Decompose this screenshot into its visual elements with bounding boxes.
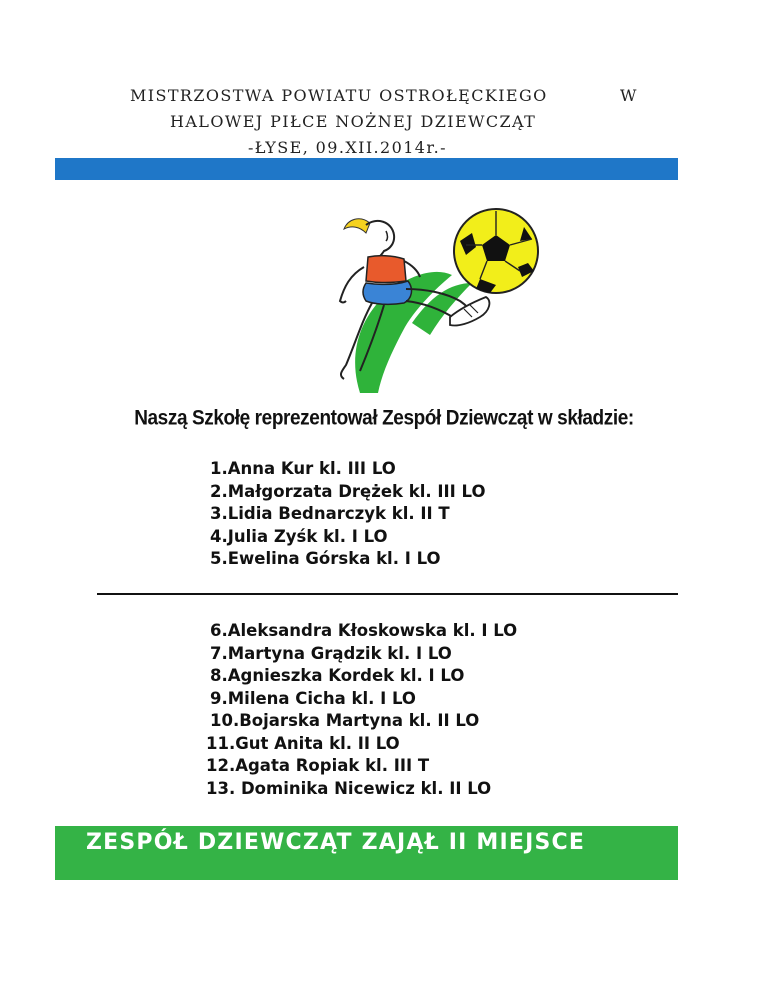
- list-item: 6.Aleksandra Kłoskowska kl. I LO: [210, 621, 518, 640]
- list-item: 11.Gut Anita kl. II LO: [206, 733, 400, 753]
- header-divider-bar: [55, 158, 678, 180]
- header-line-2: HALOWEJ PIŁCE NOŻNEJ DZIEWCZĄT: [170, 112, 537, 131]
- list-item: 9.Milena Cicha kl. I LO: [210, 688, 416, 708]
- girl-kicking-ball-icon: [300, 205, 545, 395]
- team-list-first: [210, 458, 486, 571]
- list-item: 13. Dominika Nicewicz kl. II LO: [206, 778, 492, 798]
- list-item: 2.Małgorzata Drężek kl. III LO: [210, 481, 486, 501]
- list-item: 8.Agnieszka Kordek kl. I LO: [210, 666, 465, 685]
- list-item: 7.Martyna Grądzik kl. I LO: [210, 643, 452, 663]
- header-line-1-end: W: [620, 86, 638, 105]
- list-item: 5.Ewelina Górska kl. I LO: [210, 549, 441, 568]
- header-line-1: MISTRZOSTWA POWIATU OSTROŁĘCKIEGO: [130, 86, 548, 105]
- header-line-3: -ŁYSE, 09.XII.2014r.-: [248, 138, 447, 157]
- list-item: 1.Anna Kur kl. III LO: [210, 459, 396, 478]
- result-text: ZESPÓŁ DZIEWCZĄT ZAJĄŁ II MIEJSCE: [86, 830, 586, 855]
- team-divider-line: [97, 593, 678, 595]
- list-item: 3.Lidia Bednarczyk kl. II T: [210, 504, 450, 523]
- team-subtitle: Naszą Szkołę reprezentował Zespół Dziewcząt w składzie:: [134, 406, 634, 430]
- list-item: 4.Julia Zyśk kl. I LO: [210, 526, 388, 546]
- team-list-second: [206, 620, 518, 800]
- list-item: 10.Bojarska Martyna kl. II LO: [210, 711, 480, 730]
- list-item: 12.Agata Ropiak kl. III T: [206, 756, 430, 775]
